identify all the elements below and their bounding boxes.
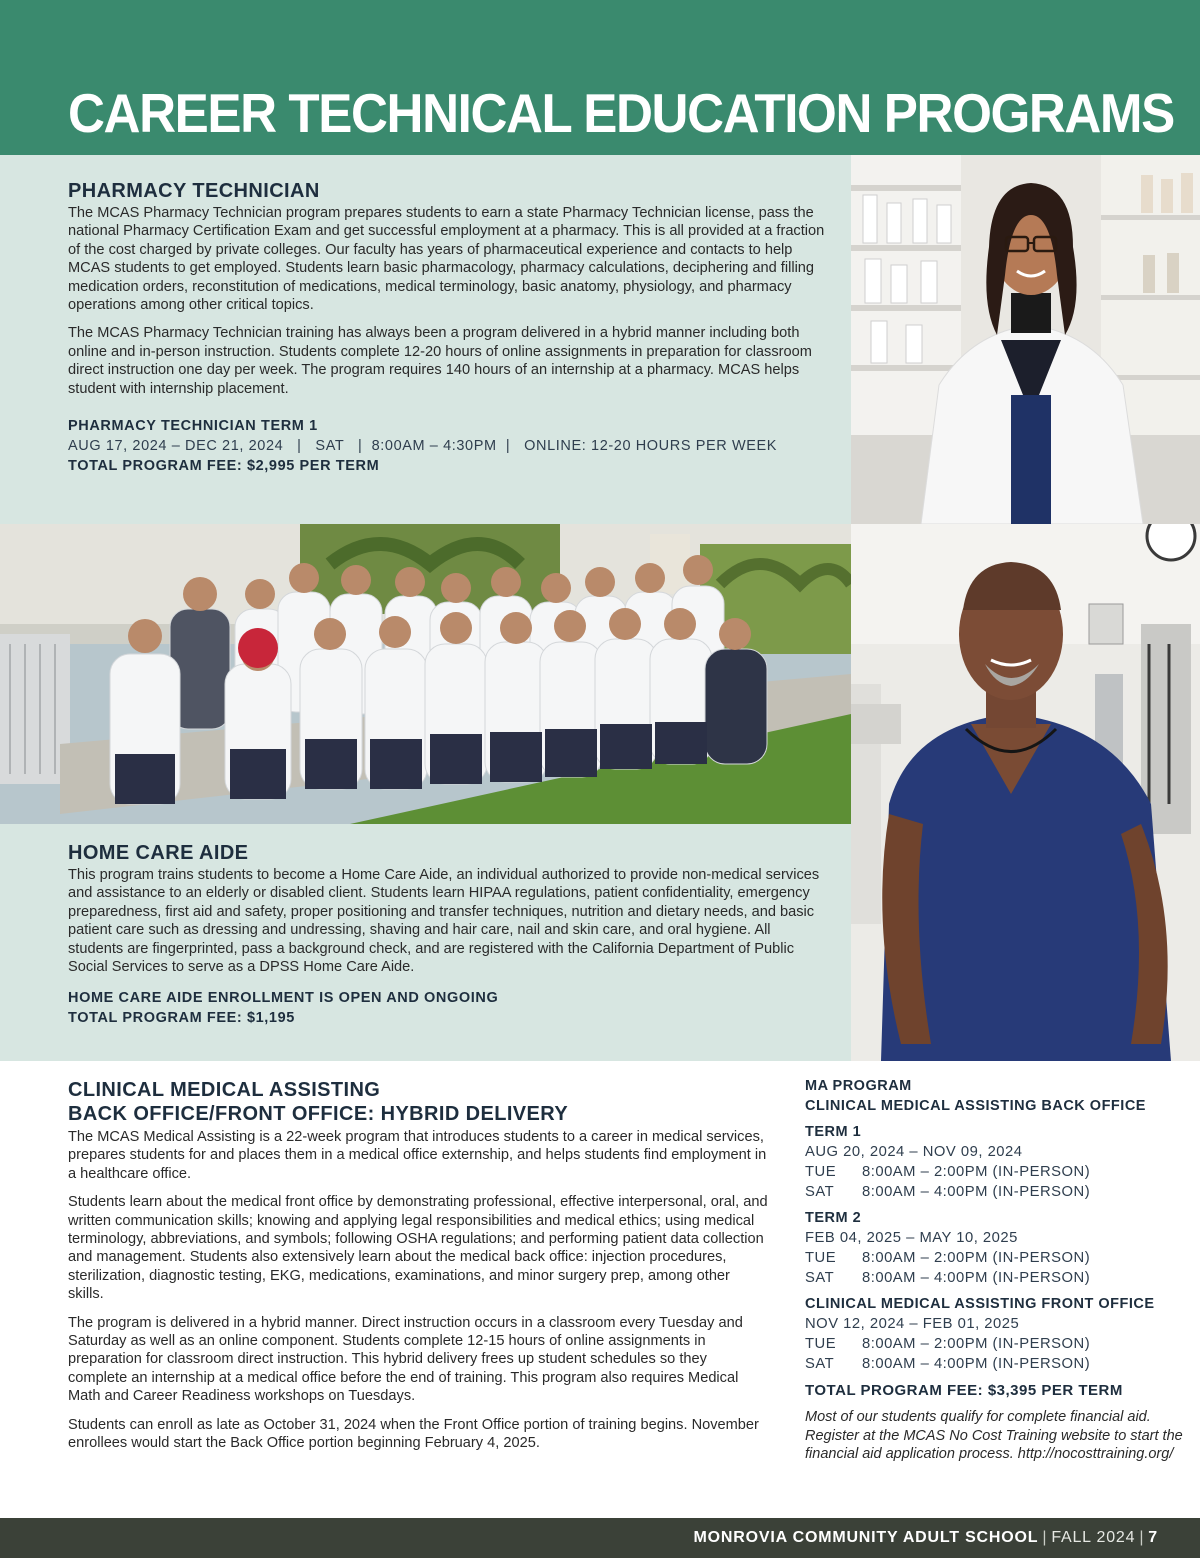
ma-front-row-2 — [805, 1354, 1185, 1374]
ma-heading: MA PROGRAM — [805, 1078, 912, 1094]
ma-program-fee: TOTAL PROGRAM FEE: $3,395 PER TERM — [805, 1382, 1123, 1399]
pharmacy-description-1: The MCAS Pharmacy Technician program prepares students to earn a state Pharmacy Technician license, pass the national Pharmacy Certification Exam and get successful employment at a pharmacy. This is all provided at a fraction of the cost charged by private colleges. Our faculty has years of pharmaceutical experience and contacts to help MCAS students to get employed. Students learn basic pharmacology, pharmacy calculations, deciphering and filling medication orders, reconstitution of medications, medical terminology, basic anatomy, physiology, and pharmacy operations among other critical topics. — [68, 205, 825, 314]
ma-term2-title: TERM 2 — [805, 1210, 862, 1226]
ma-term2-time-1: 8:00AM – 2:00PM (IN-PERSON) — [862, 1250, 1091, 1266]
home-care-aide-section — [68, 840, 828, 1028]
clinical-paragraph-1: The MCAS Medical Assisting is a 22-week program that introduces students to a career in medical services, prepares students for and places them in a medical office externship, and helps students find employment in a healthcare office. — [68, 1129, 767, 1182]
class-group-photo — [0, 524, 851, 824]
clinical-medical-assisting-section — [68, 1078, 768, 1453]
ma-front-dates: NOV 12, 2024 – FEB 01, 2025 — [805, 1316, 1020, 1332]
footer-text — [694, 1529, 1158, 1547]
ma-term1-row-2 — [805, 1182, 1185, 1202]
footer-school-name: MONROVIA COMMUNITY ADULT SCHOOL — [693, 1529, 1039, 1546]
page-header — [0, 0, 1200, 155]
pharmacy-schedule — [68, 416, 828, 476]
ma-term1-time-2: 8:00AM – 4:00PM (IN-PERSON) — [862, 1184, 1091, 1200]
pharmacy-term-title: PHARMACY TECHNICIAN TERM 1 — [68, 418, 318, 435]
pharmacy-term-schedule: AUG 17, 2024 – DEC 21, 2024 | SAT | 8:00AM – 4:30PM | ONLINE: 12-20 HOURS PER WEEK — [68, 438, 778, 455]
footer-term: FALL 2024 — [1051, 1529, 1136, 1546]
page-number: 7 — [1148, 1529, 1158, 1546]
clinical-paragraph-4: Students can enroll as late as October 31, 2024 when the Front Office portion of training begins. November enrollees would start the Back Office portion beginning February 4, 2025. — [68, 1416, 759, 1452]
ma-term2-row-2 — [805, 1268, 1185, 1288]
ma-front-time-1: 8:00AM – 2:00PM (IN-PERSON) — [862, 1336, 1091, 1352]
clinical-title-line1: CLINICAL MEDICAL ASSISTING — [68, 1079, 381, 1101]
ma-term2-row-1 — [805, 1248, 1185, 1268]
ma-front-day-2: SAT — [805, 1356, 835, 1372]
ma-term1-title: TERM 1 — [805, 1124, 862, 1140]
home-care-title: HOME CARE AIDE — [68, 842, 249, 864]
home-care-schedule — [68, 988, 828, 1028]
ma-subheading: CLINICAL MEDICAL ASSISTING BACK OFFICE — [805, 1098, 1146, 1114]
footer-separator: | — [1042, 1529, 1048, 1546]
ma-front-day-1: TUE — [805, 1336, 837, 1352]
ma-term1-time-1: 8:00AM – 2:00PM (IN-PERSON) — [862, 1164, 1091, 1180]
pharmacy-fee: TOTAL PROGRAM FEE: $2,995 PER TERM — [68, 458, 380, 475]
pharmacy-title: PHARMACY TECHNICIAN — [68, 180, 320, 202]
ma-term2-day-2: SAT — [805, 1270, 835, 1286]
ma-front-row-1 — [805, 1334, 1185, 1354]
ma-program-schedule — [805, 1076, 1185, 1464]
home-care-fee: TOTAL PROGRAM FEE: $1,195 — [68, 1010, 295, 1027]
ma-term1-day-1: TUE — [805, 1164, 837, 1180]
ma-term1-day-2: SAT — [805, 1184, 835, 1200]
ma-front-title: CLINICAL MEDICAL ASSISTING FRONT OFFICE — [805, 1296, 1155, 1312]
page-title: CAREER TECHNICAL EDUCATION PROGRAMS — [68, 82, 1174, 144]
home-care-description: This program trains students to become a Home Care Aide, an individual authorized to provide non-medical services and assistance to an elderly or disabled client. Students learn HIPAA regulations, patient confidentiality, emergency preparedness, first aid and safety, proper positioning and transfer techniques, nutrition and dietary needs, and basic patient care such as dressing and undressing, shaving and hair care, nail and skin care, and oral hygiene. All students are fingerprinted, pass a background check, and are registered with the California Department of Public Social Services to serve as a DPSS Home Care Aide. — [68, 867, 820, 976]
page-footer — [0, 1518, 1200, 1558]
home-care-enrollment: HOME CARE AIDE ENROLLMENT IS OPEN AND ONGOING — [68, 990, 499, 1007]
clinical-paragraph-2: Students learn about the medical front office by demonstrating professional, effective interpersonal, oral, and written communication skills; knowing and applying legal responsibilities and medical ethics; using medical terminology, abbreviations, and symbols; following OSHA regulations; and performing patient data collection and management. Students also extensively learn about the medical back office: injection procedures, sterilization, diagnostic testing, EKG, medications, examinations, and minor surgery prep, among other skills. — [68, 1194, 768, 1303]
medical-assistant-photo — [851, 524, 1200, 1061]
clinical-title-line2: BACK OFFICE/FRONT OFFICE: HYBRID DELIVERY — [68, 1103, 569, 1125]
ma-front-time-2: 8:00AM – 4:00PM (IN-PERSON) — [862, 1356, 1091, 1372]
ma-term2-time-2: 8:00AM – 4:00PM (IN-PERSON) — [862, 1270, 1091, 1286]
ma-term2-day-1: TUE — [805, 1250, 837, 1266]
footer-separator-2: | — [1139, 1529, 1145, 1546]
pharmacy-description-2: The MCAS Pharmacy Technician training has always been a program delivered in a hybrid manner including both online and in-person instruction. Students complete 12-20 hours of online assignments in preparation for classroom direct instruction one day per week. The program requires 140 hours of an internship at a pharmacy. MCAS helps student with internship placement. — [68, 325, 812, 397]
ma-term1-row-1 — [805, 1162, 1185, 1182]
ma-term2-dates: FEB 04, 2025 – MAY 10, 2025 — [805, 1230, 1018, 1246]
pharmacy-technician-section — [68, 178, 828, 476]
clinical-paragraph-3: The program is delivered in a hybrid manner. Direct instruction occurs in a classroom every Tuesday and Saturday as well as an online component. Students complete 12-15 hours of online assignments in preparation for classroom direct instruction. This hybrid delivery frees up student schedules so they complete an internship at a medical office before the end of training. This program also requires Medical Math and Career Readiness workshops on Tuesdays. — [68, 1314, 743, 1405]
pharmacist-photo — [851, 155, 1200, 524]
financial-aid-note: Most of our students qualify for complete financial aid. Register at the MCAS No Cost Training website to start the financial aid application process. http://nocosttraining.org/ — [805, 1409, 1183, 1462]
ma-term1-dates: AUG 20, 2024 – NOV 09, 2024 — [805, 1144, 1023, 1160]
